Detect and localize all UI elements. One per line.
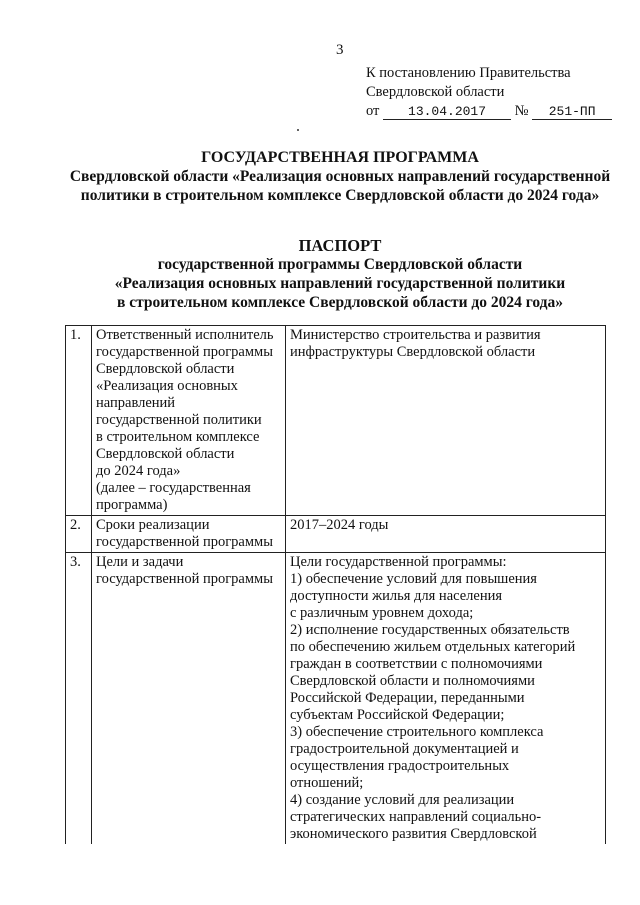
row-label xyxy=(92,516,286,553)
passport-title-line-2: государственной программы Свердловской области xyxy=(157,256,523,273)
number-label: № xyxy=(514,103,529,119)
row-label-line: программа) xyxy=(96,497,168,513)
passport-title-line-3: «Реализация основных направлений государственной политики xyxy=(114,275,566,292)
row-value-line: осуществления градостроительных xyxy=(290,758,510,774)
row-label-line: Цели и задачи xyxy=(96,554,184,570)
page-number: 3 xyxy=(336,42,344,58)
row-value xyxy=(286,553,606,845)
approval-date: 13.04.2017 xyxy=(383,105,511,120)
program-title-line-1: ГОСУДАРСТВЕННАЯ ПРОГРАММА xyxy=(201,149,479,166)
row-label-line: (далее – государственная xyxy=(96,480,251,496)
approval-block xyxy=(366,64,612,121)
row-value-line: Цели государственной программы: xyxy=(290,554,507,570)
row-value-line: экономического развития Свердловской xyxy=(290,826,537,842)
row-label xyxy=(92,553,286,845)
row-label-line: государственной программы xyxy=(96,571,273,587)
passport-title-line-4: в строительном комплексе Свердловской области до 2024 года» xyxy=(116,294,564,311)
row-value-line: 3) обеспечение строительного комплекса xyxy=(290,724,544,740)
row-label xyxy=(92,326,286,516)
row-label-line: «Реализация основных xyxy=(96,378,238,394)
row-number: 2. xyxy=(66,516,92,553)
row-label-line: государственной политики xyxy=(96,412,262,428)
row-label-line: до 2024 года» xyxy=(96,463,181,479)
row-value-line: 1) обеспечение условий для повышения xyxy=(290,571,537,587)
stray-dot xyxy=(297,129,299,131)
row-label-line: Свердловской области xyxy=(96,446,235,462)
row-value xyxy=(286,516,606,553)
program-title xyxy=(60,148,620,205)
row-value xyxy=(286,326,606,516)
row-value-line: отношений; xyxy=(290,775,364,791)
table-row xyxy=(66,516,606,553)
row-number: 1. xyxy=(66,326,92,516)
row-value-line: градостроительной документацией и xyxy=(290,741,519,757)
table-row xyxy=(66,553,606,845)
approval-number: 251-ПП xyxy=(532,105,612,120)
approval-line-1: К постановлению Правительства xyxy=(366,65,571,81)
approval-line-2: Свердловской области xyxy=(366,84,505,100)
row-label-line: государственной программы xyxy=(96,534,273,550)
from-label: от xyxy=(366,103,380,119)
row-value-line: 2) исполнение государственных обязательств xyxy=(290,622,570,638)
row-label-line: Ответственный исполнитель xyxy=(96,327,274,343)
row-value-line: 4) создание условий для реализации xyxy=(290,792,515,808)
passport-table xyxy=(65,325,606,844)
approval-date-line xyxy=(366,102,612,121)
program-title-line-2: Свердловской области «Реализация основных направлений государственной xyxy=(69,168,611,185)
row-value-line: граждан в соответствии с полномочиями xyxy=(290,656,543,672)
row-value-line: 2017–2024 годы xyxy=(290,517,389,533)
row-value-line: Российской Федерации, переданными xyxy=(290,690,525,706)
passport-title-line-1: ПАСПОРТ xyxy=(298,236,382,255)
row-label-line: направлений xyxy=(96,395,176,411)
row-label-line: Свердловской области xyxy=(96,361,235,377)
row-value-line: с различным уровнем дохода; xyxy=(290,605,474,621)
row-number: 3. xyxy=(66,553,92,845)
row-value-line: по обеспечению жильем отдельных категорий xyxy=(290,639,576,655)
passport-title xyxy=(60,236,620,312)
row-value-line: субъектам Российской Федерации; xyxy=(290,707,505,723)
table-row xyxy=(66,326,606,516)
row-label-line: в строительном комплексе xyxy=(96,429,260,445)
row-label-line: Сроки реализации xyxy=(96,517,210,533)
row-value-line: Свердловской области и полномочиями xyxy=(290,673,535,689)
row-label-line: государственной программы xyxy=(96,344,273,360)
program-title-line-3: политики в строительном комплексе Свердловской области до 2024 года» xyxy=(80,187,600,204)
row-value-line: стратегических направлений социально- xyxy=(290,809,542,825)
row-value-line: инфраструктуры Свердловской области xyxy=(290,344,536,360)
row-value-line: доступности жилья для населения xyxy=(290,588,503,604)
row-value-line: Министерство строительства и развития xyxy=(290,327,541,343)
